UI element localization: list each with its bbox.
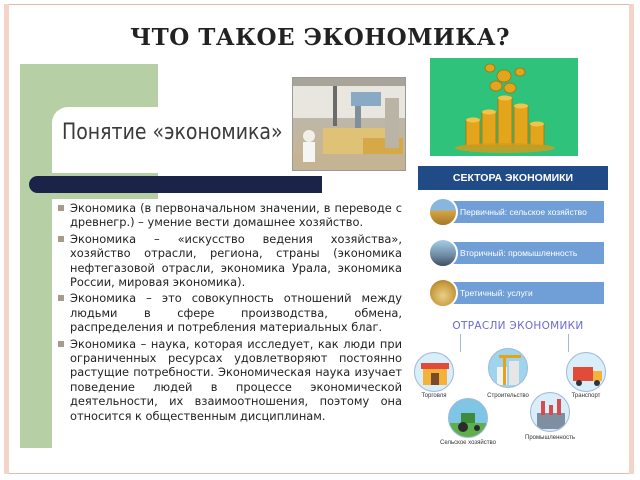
branch-agriculture [448,398,488,438]
slide-left-edge [4,4,9,474]
factory-photo [292,77,406,171]
sector-primary: Первичный: сельское хозяйство [448,201,604,223]
branch-construction [488,348,528,388]
services-icon [428,278,458,308]
coin-stacks-icon [430,58,578,156]
branch-label: Промышленность [525,435,575,441]
branch-label: Сельское хозяйство [440,440,496,446]
branches-title: ОТРАСЛИ ЭКОНОМИКИ [452,320,584,332]
coins-illustration [430,58,578,156]
factory-icon [428,238,458,268]
sector-secondary: Вторичный: промышленность [448,242,604,264]
bullet-icon [58,341,64,347]
branch-label: Торговля [421,393,447,399]
definition-item: Экономика – «искусство ведения хозяйства», хозяйство отрасли, региона, страны (экономика нефтегазовой отрасли, экономика Урала, экономика России, мировая экономика). [58,232,402,290]
crane-icon [489,349,528,388]
heading-underline-bar [29,176,322,193]
slide-title: ЧТО ТАКОЕ ЭКОНОМИКА? [130,24,510,51]
farm-icon [428,197,458,227]
bullet-icon [58,295,64,301]
definition-list [58,201,402,425]
slide-right-edge [629,4,634,474]
concept-heading: Понятие «экономика» [62,120,283,145]
tractor-icon [449,399,488,438]
factory-photo-illustration [293,78,406,171]
branch-label: Строительство [487,393,529,399]
sector-tertiary: Третичный: услуги [448,282,604,304]
definition-item: Экономика – это совокупность отношений между людьми в сфере производства, обмена, распределения и потребления материальных благ. [58,291,402,334]
branch-connector [568,334,569,352]
branch-transport [566,352,606,392]
bullet-icon [58,205,64,211]
sectors-header: СЕКТОРА ЭКОНОМИКИ [418,166,608,190]
definition-item: Экономика (в первоначальном значении, в переводе с древнегр.) – умение вести домашнее хозяйство. [58,201,402,230]
truck-icon [567,353,606,392]
bullet-icon [58,236,64,242]
branch-connector [460,334,461,352]
branch-label: Транспорт [571,393,601,399]
definition-item: Экономика – наука, которая исследует, как люди при ограниченных ресурсах удовлетворяют постоянно растущие потребности. Экономическая наука изучает поведение людей в процессе экономической деятельности, их взаимоотношения, поэтому она относится к общественным дисциплинам. [58,337,402,423]
branch-trade [414,352,454,392]
shop-icon [415,353,454,392]
